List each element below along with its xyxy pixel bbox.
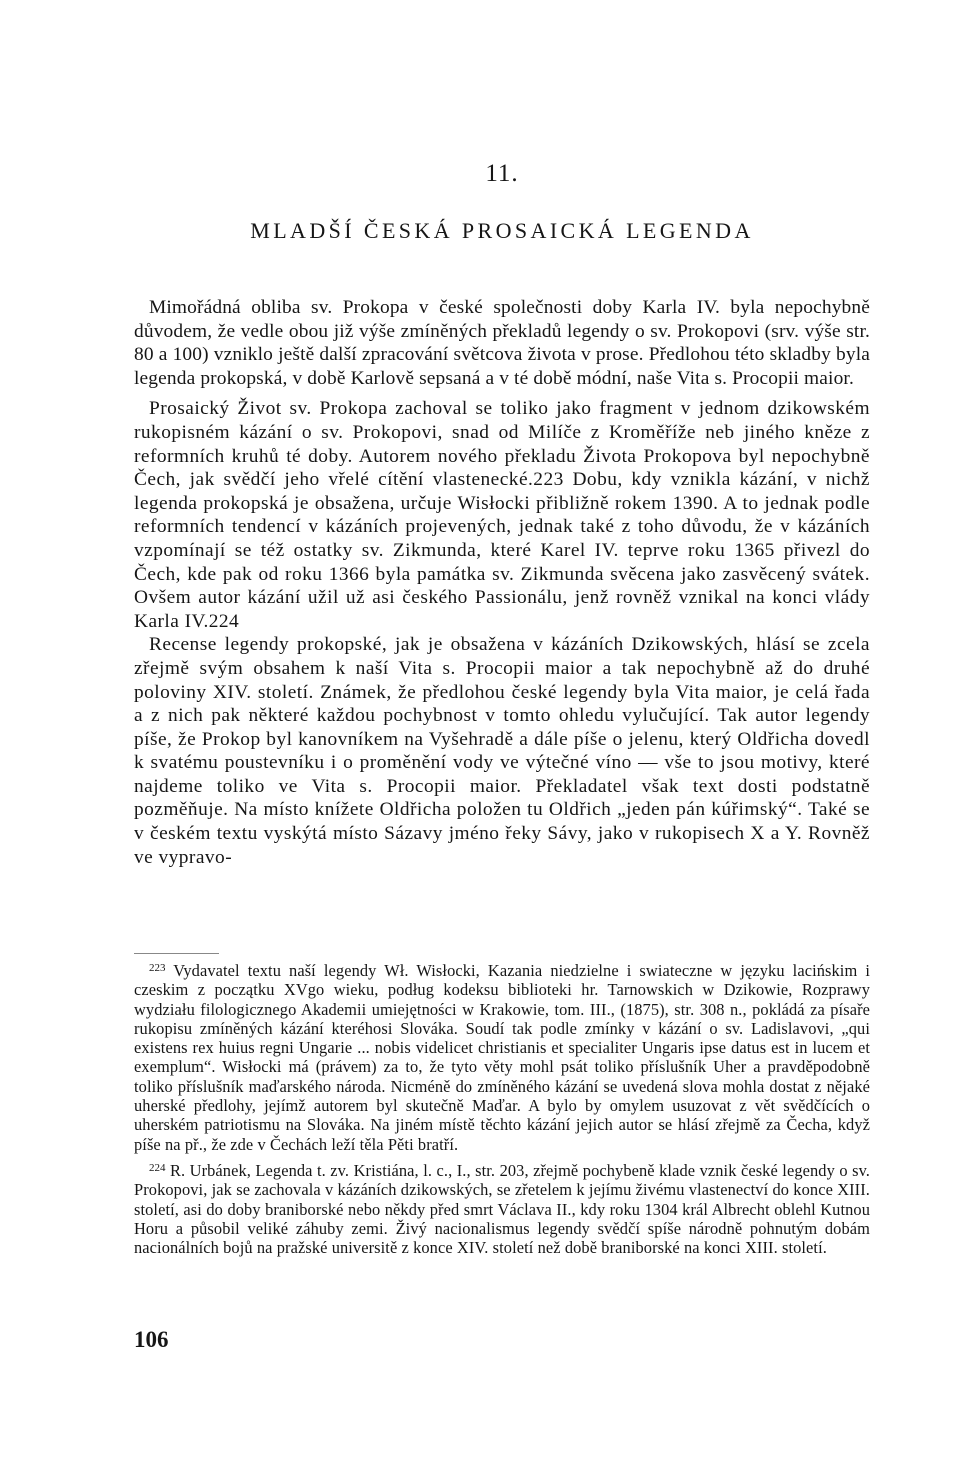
book-page	[134, 0, 870, 1467]
page-number: 106	[134, 1327, 169, 1352]
footnote-223: $^{223}$ Vydavatel textu naší legendy Wł. Wisłocki, Kazania niedzielne i swiateczne w języku lacińskim i czeskim z początku XVgo wieku, podług kodeksu biblioteki hr. Tarnowskich w Dzikowie, Rozprawy wydziału filologicznego Akademii umiejętności w Krakowie, tom. III., (1875), str. 308 n., pokládá za písaře rukopisu zmíněných kázání kteréhosi Slováka. Soudí tak podle zmínky v kázání o sv. Ladislavovi, „qui existens rex huius regni Ungarie ... nobis videlicet christianis et specialiter Ungaris ipse datus est in lucem et exemplum“. Wisłocki má (právem) za to, že tyto věty mohl psát toliko příslušník Uher a pravděpodobně toliko příslušník maďarského národa. Nicméně do zmíněného kázání se uvedená slova mohla dostat z nějaké uherské předlohy, jejímž autorem byl skutečně Maďar. A bylo by omylem usuzovat z vět svědčících o uherském patriotismu na Slováka. Na jiném místě těchto kázání jejich autor se hlásí zřejmě za Čecha, když píše na př., že zde v Čechách leží těla Pěti bratří.	[134, 961, 870, 1154]
paragraph-2: Prosaický Život sv. Prokopa zachoval se toliko jako fragment v jednom dzikowském rukopisném kázání o sv. Prokopovi, snad od Milíče z Kroměříže neb jiného kněze z reformních kruhů té doby. Autorem nového překladu Života Prokopova byl nepochybně Čech, jak svědčí jeho vřelé cítění vlastenecké.223 Dobu, kdy vznikla kázání, v nichž legenda prokopská je obsažena, určuje Wisłocki přibližně rokem 1390. A to jednak podle reformních tendencí v kázáních projevených, jednak také z toho důvodu, že v kázáních vzpomínají se též ostatky sv. Zikmunda, které Karel IV. teprve roku 1365 přivezl do Čech, kde pak od roku 1366 byla památka sv. Zikmunda svěcena jako zasvěcený svátek. Ovšem autor kázání užil už asi českého Passionálu, jenž rovněž vznikal na konci vlády Karla IV.224	[134, 398, 870, 632]
paragraph-1: Mimořádná obliba sv. Prokopa v české společnosti doby Karla IV. byla nepochybně důvodem, že vedle obou již výše zmíněných překladů legendy o sv. Prokopovi (srv. výše str. 80 a 100) vzniklo ještě další zpracování světcova života v prose. Předlohou této skladby byla legenda prokopská, v době Karlově sepsaná a v té době módní, naše Vita s. Procopii maior.	[134, 297, 870, 389]
chapter-number: 11.	[485, 160, 519, 187]
footnote-number: 224	[149, 1161, 166, 1174]
paragraph-3: Recense legendy prokopské, jak je obsažena v kázáních Dzikowských, hlásí se zcela zřejmě svým obsahem k naší Vita s. Procopii maior a tak nepochybně až do druhé poloviny XIV. století. Známek, že předlohou české legendy byla Vita maior, je celá řada a z nich pak některé každou pochybnost v tomto ohledu vylučující. Tak autor legendy píše, že Prokop byl kanovníkem na Vyšehradě a dále píše o jelenu, který Oldřicha dovedl k svatému poustevníku i o proměnění vody ve výtečné víno — vše to jsou motivy, které najdeme toliko ve Vita s. Procopii maior. Překladatel však text dosti podstatně pozměňuje. Na místo knížete Oldřicha položen tu Oldřich „jeden pán kúřimský“. Také se v českém textu vyskýtá místo Sázavy jméno řeky Sávy, jako v rukopisech X a Y. Rovněž ve vypravo-	[134, 634, 870, 868]
footnote-number: 223	[149, 962, 166, 974]
main-text	[134, 296, 870, 869]
footnote-rule	[134, 953, 219, 954]
footnote-224: $^{224}$ R. Urbánek, Legenda t. zv. Kristiána, l. c., I., str. 203, zřejmě pochybeně klade vznik české legendy o sv. Prokopovi, jak se zachovala v kázáních dzikowských, se zřetelem k jejímu živému vlastenectví do konce XIII. století, asi do doby braniborské nebo někdy před smrt Václava II., kdy roku 1304 král Albrecht oblehl Kutnou Horu a působil veliké záhuby zemi. Živý nacionalismus legendy svědčí spíše národně pohnutým dobám nacionálních bojů na pražské universitě z konce XIV. století než době braniborské na konci XIII. století.	[134, 1160, 870, 1258]
chapter-title: MLADŠÍ ČESKÁ PROSAICKÁ LEGENDA	[250, 218, 754, 243]
footnotes	[134, 959, 870, 1257]
